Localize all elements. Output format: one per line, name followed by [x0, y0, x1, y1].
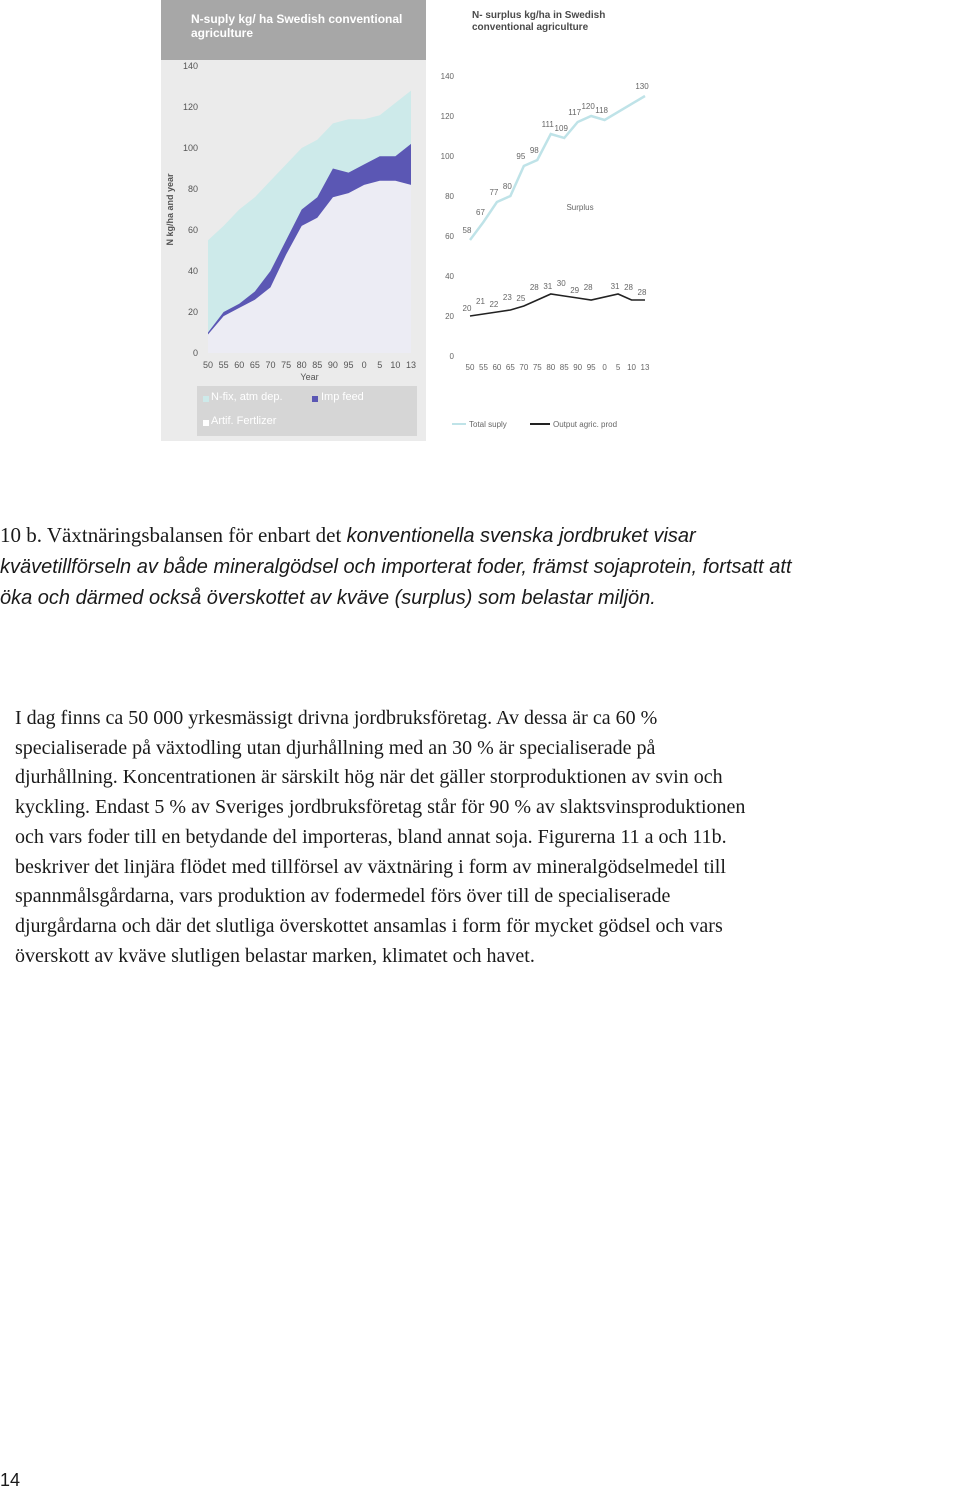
data-label: 28 [583, 283, 593, 292]
n-supply-legend [197, 386, 417, 436]
x-tick-label: 13 [405, 360, 417, 370]
n-surplus-chart-svg [430, 0, 670, 441]
x-tick-label: 10 [627, 363, 636, 372]
data-label: 23 [502, 293, 512, 302]
data-label: 28 [624, 283, 633, 292]
y-tick-label: 40 [187, 266, 198, 276]
body-line: djurgårdarna och där det slutliga överskottet ansamlas i form för mycket gödsel och vars [15, 914, 723, 937]
x-tick-label: 95 [586, 363, 596, 372]
x-tick-label: 55 [479, 363, 488, 372]
caption-line-2: kvävetillförseln av både mineralgödsel och importerat foder, främst sojaprotein, fortsatt att [0, 556, 792, 578]
legend-label-imp-feed: Imp feed [321, 391, 364, 403]
figure-caption [0, 520, 960, 614]
data-label: 20 [462, 304, 472, 313]
body-line: överskott av kväve slutligen belastar marken, klimatet och havet. [15, 944, 535, 967]
y-tick-label: 100 [440, 152, 454, 161]
y-tick-label: 120 [182, 102, 198, 112]
data-label: 120 [581, 102, 595, 111]
legend-swatch-fertilizer [203, 420, 209, 426]
x-tick-label: 60 [234, 360, 245, 370]
x-tick-label: 55 [218, 360, 229, 370]
data-label: 98 [529, 146, 539, 155]
x-tick-label: 75 [532, 363, 542, 372]
y-tick-label: 140 [182, 61, 198, 71]
x-tick-label: 85 [559, 363, 569, 372]
x-axis-label: Year [300, 372, 319, 382]
surplus-annotation: Surplus [566, 203, 594, 212]
legend-label-nfix: N-fix, atm dep. [211, 391, 283, 403]
y-tick-label: 80 [445, 192, 454, 201]
body-line: kyckling. Endast 5 % av Sveriges jordbruksföretag står för 90 % av slaktsvinsproduktionen [15, 796, 746, 819]
n-supply-chart [161, 0, 426, 441]
line-series-0 [470, 96, 645, 240]
x-tick-label: 85 [312, 360, 323, 370]
x-tick-label: 90 [573, 363, 583, 372]
data-label: 118 [595, 106, 608, 115]
n-surplus-chart-title: N- surplus kg/ha in Swedish conventional agriculture [472, 10, 606, 33]
y-tick-label: 20 [187, 307, 198, 317]
y-tick-label: 80 [187, 184, 198, 194]
legend-label-fertilizer: Artif. Fertlizer [211, 415, 277, 427]
data-label: 31 [543, 282, 553, 291]
data-label: 28 [529, 283, 539, 292]
data-label: 22 [489, 300, 499, 309]
data-label: 31 [610, 282, 620, 291]
data-label: 95 [516, 152, 526, 161]
y-tick-label: 40 [445, 272, 454, 281]
y-tick-label: 140 [440, 72, 454, 81]
x-tick-label: 90 [327, 360, 338, 370]
caption-line-1-italic: konventionella svenska jordbruket visar [346, 525, 696, 547]
legend-label-output: Output agric. prod [553, 420, 618, 429]
n-supply-chart-svg [161, 0, 426, 441]
x-tick-label: 10 [390, 360, 401, 370]
y-axis-label: N kg/ha and year [165, 173, 175, 246]
body-line: djurhållning. Koncentrationen är särskilt hög när det gäller storproduktionen av svin och [15, 766, 723, 789]
x-tick-label: 0 [602, 363, 607, 372]
x-tick-label: 5 [377, 360, 383, 370]
y-tick-label: 120 [440, 112, 454, 121]
x-tick-label: 65 [505, 363, 515, 372]
caption-line-1 [0, 520, 960, 552]
page-number: 14 [0, 1470, 21, 1490]
y-tick-label: 20 [445, 312, 454, 321]
caption-line-3: öka och därmed också överskottet av kväve (surplus) som belastar miljön. [0, 587, 656, 609]
n-surplus-chart [430, 0, 670, 441]
x-tick-label: 80 [546, 363, 556, 372]
y-tick-label: 60 [445, 232, 454, 241]
data-label: 58 [462, 226, 472, 235]
y-tick-label: 60 [187, 225, 198, 235]
x-tick-label: 13 [640, 363, 650, 372]
x-tick-label: 80 [296, 360, 307, 370]
data-label: 77 [489, 188, 499, 197]
x-tick-label: 5 [615, 363, 621, 372]
body-paragraph [15, 704, 960, 971]
data-label: 80 [502, 182, 512, 191]
body-line: I dag finns ca 50 000 yrkesmässigt drivna jordbruksföretag. Av dessa är ca 60 % [15, 707, 658, 729]
legend-label-total-supply: Total suply [469, 420, 507, 429]
legend-swatch-nfix [203, 396, 209, 402]
n-supply-chart-title: N-suply kg/ ha Swedish conventional agriculture [191, 12, 403, 40]
data-label: 30 [556, 279, 566, 288]
legend-swatch-imp-feed [312, 396, 318, 402]
data-label: 67 [476, 208, 485, 217]
data-label: 130 [635, 82, 649, 91]
x-tick-label: 70 [519, 363, 529, 372]
y-tick-label: 0 [192, 348, 198, 358]
data-label: 111 [541, 120, 554, 129]
body-line: beskriver det linjära flödet med tillförsel av växtnäring i form av mineralgödselmedel till [15, 855, 726, 878]
data-label: 28 [637, 288, 647, 297]
data-label: 21 [476, 297, 485, 306]
x-tick-label: 50 [202, 360, 214, 370]
caption-prefix: 10 b. Växtnäringsbalansen för enbart det [0, 523, 347, 547]
data-label: 109 [554, 124, 568, 133]
body-line: specialiserade på växtodling utan djurhållning med an 30 % är specialiserade på [15, 736, 656, 759]
body-line: spannmålsgårdarna, vars produktion av fodermedel förs över till de specialiserade [15, 885, 671, 908]
x-tick-label: 60 [492, 363, 502, 372]
y-tick-label: 0 [449, 352, 454, 361]
x-tick-label: 95 [343, 360, 354, 370]
x-tick-label: 0 [361, 360, 367, 370]
data-label: 25 [516, 294, 526, 303]
y-tick-label: 100 [182, 143, 198, 153]
x-tick-label: 75 [281, 360, 292, 370]
data-label: 29 [570, 286, 580, 295]
x-tick-label: 65 [249, 360, 260, 370]
data-label: 117 [568, 108, 582, 117]
body-line: och vars foder till en betydande del importeras, bland annat soja. Figurerna 11 a och 11b. [15, 825, 727, 848]
x-tick-label: 50 [465, 363, 475, 372]
x-tick-label: 70 [265, 360, 276, 370]
